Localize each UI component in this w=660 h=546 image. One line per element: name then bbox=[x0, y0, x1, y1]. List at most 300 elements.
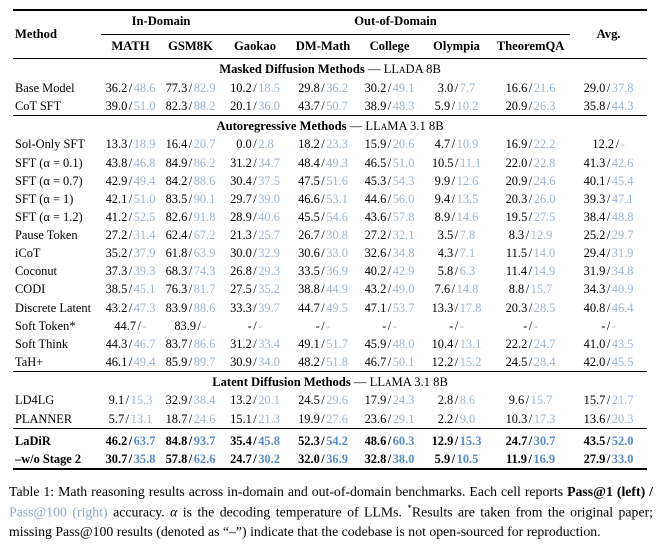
value-separator: / bbox=[528, 451, 532, 466]
score-cell bbox=[160, 280, 221, 298]
pass100-value: 46.8 bbox=[133, 155, 156, 170]
value-separator: / bbox=[454, 80, 459, 95]
pass100-value: 15.7 bbox=[530, 393, 553, 408]
score-cell bbox=[289, 450, 357, 469]
method-cell: Soft Token* bbox=[15, 318, 76, 333]
pass1-value: 9.6 bbox=[508, 393, 525, 408]
pass1-value: 44.7 bbox=[114, 318, 137, 333]
score-cell bbox=[491, 353, 570, 372]
pass1-value: 20.9 bbox=[505, 98, 528, 113]
pass1-value: 22.2 bbox=[505, 336, 528, 351]
value-separator: / bbox=[451, 451, 456, 466]
pass1-value: 13.2 bbox=[230, 393, 252, 408]
pass100-value: 32.1 bbox=[392, 228, 415, 243]
score-cell bbox=[101, 410, 160, 429]
pass1-value: 13.3 bbox=[105, 137, 128, 152]
table-row bbox=[13, 280, 647, 298]
pass100-value: 51.0 bbox=[392, 155, 415, 170]
score-cell bbox=[357, 299, 422, 317]
score-cell bbox=[570, 226, 647, 244]
pass1-value: 16.4 bbox=[165, 137, 188, 152]
pass1-value: 32.8 bbox=[364, 451, 387, 466]
score-cell bbox=[570, 135, 647, 153]
pass1-value: 20.3 bbox=[505, 191, 528, 206]
pass1-value: 26.7 bbox=[298, 228, 320, 243]
score-cell bbox=[221, 208, 289, 226]
method-cell: LD4LG bbox=[15, 393, 55, 408]
pass100-value: 15.3 bbox=[459, 433, 482, 448]
pass100-value: 24.7 bbox=[533, 336, 556, 351]
pass1-value: 9.9 bbox=[434, 173, 451, 188]
score-cell bbox=[221, 97, 289, 116]
value-separator: / bbox=[128, 228, 133, 243]
value-separator: / bbox=[451, 191, 456, 206]
pass100-value: 90.1 bbox=[193, 191, 216, 206]
pass100-value: 51.6 bbox=[326, 173, 348, 188]
score-cell bbox=[101, 190, 160, 208]
pass1-value: 41.2 bbox=[105, 209, 128, 224]
pass1-value: 34.3 bbox=[583, 282, 606, 297]
pass100-value: 21.7 bbox=[611, 393, 634, 408]
value-separator: / bbox=[321, 246, 325, 261]
pass1-value: 68.3 bbox=[165, 264, 188, 279]
pass1-value: 48.2 bbox=[298, 354, 320, 369]
score-cell bbox=[570, 280, 647, 298]
pass1-value: - bbox=[601, 318, 606, 333]
score-cell bbox=[101, 97, 160, 116]
score-cell bbox=[491, 244, 570, 262]
pass100-value: 52.5 bbox=[133, 209, 156, 224]
col-header-dm-math: DM-Math bbox=[289, 34, 357, 59]
score-cell bbox=[570, 391, 647, 409]
alpha-symbol: α bbox=[170, 504, 178, 520]
value-separator: / bbox=[128, 433, 133, 448]
value-separator: / bbox=[321, 137, 325, 152]
value-separator: / bbox=[253, 228, 257, 243]
score-cell bbox=[289, 299, 357, 317]
score-cell bbox=[221, 226, 289, 244]
pass100-value: 14.0 bbox=[533, 246, 556, 261]
pass100-value: 10.5 bbox=[456, 451, 479, 466]
pass100-value: 24.3 bbox=[392, 393, 415, 408]
score-cell bbox=[101, 262, 160, 280]
value-separator: / bbox=[321, 354, 325, 369]
pass1-value: 9.1 bbox=[108, 393, 125, 408]
value-separator: / bbox=[387, 393, 392, 408]
score-cell bbox=[357, 172, 422, 190]
pass1-value: 38.9 bbox=[364, 98, 387, 113]
col-header-gsm8k: GSM8K bbox=[160, 34, 221, 59]
pass1-value: 32.6 bbox=[364, 246, 387, 261]
value-separator: / bbox=[606, 282, 611, 297]
score-cell bbox=[570, 190, 647, 208]
pass100-value: 24.6 bbox=[533, 173, 556, 188]
score-cell bbox=[221, 280, 289, 298]
score-cell bbox=[160, 154, 221, 172]
value-separator: / bbox=[321, 318, 325, 333]
score-cell bbox=[422, 79, 491, 97]
method-cell: TaH+ bbox=[15, 354, 44, 369]
value-separator: / bbox=[606, 209, 611, 224]
pass100-value: 21.3 bbox=[258, 411, 280, 426]
pass1-value: 42.9 bbox=[105, 173, 128, 188]
pass100-value: 31.4 bbox=[133, 228, 156, 243]
pass100-value: 13.5 bbox=[456, 191, 479, 206]
value-separator: / bbox=[387, 411, 392, 426]
value-separator: / bbox=[253, 264, 257, 279]
value-separator: / bbox=[387, 300, 392, 315]
method-cell: Sol-Only SFT bbox=[15, 137, 85, 152]
score-cell bbox=[491, 208, 570, 226]
pass100-value: 60.3 bbox=[392, 433, 415, 448]
score-cell bbox=[221, 335, 289, 353]
score-cell bbox=[570, 154, 647, 172]
pass1-value: 12.2 bbox=[592, 137, 615, 152]
score-cell bbox=[160, 172, 221, 190]
score-cell bbox=[289, 280, 357, 298]
score-cell bbox=[491, 135, 570, 153]
value-separator: / bbox=[321, 282, 325, 297]
pass1-value: 10.4 bbox=[431, 336, 454, 351]
pass100-value: 30.2 bbox=[258, 451, 280, 466]
value-separator: / bbox=[253, 209, 257, 224]
pass100-value: 28.4 bbox=[533, 354, 556, 369]
pass100-value: 33.0 bbox=[611, 451, 634, 466]
pass100-value: - bbox=[202, 318, 207, 333]
pass100-value: 82.9 bbox=[193, 80, 216, 95]
pass1-value: - bbox=[523, 318, 528, 333]
pass100-value: 14.6 bbox=[456, 209, 479, 224]
score-cell bbox=[160, 97, 221, 116]
pass1-value: 21.3 bbox=[230, 228, 252, 243]
pass100-value: 86.6 bbox=[193, 336, 216, 351]
pass1-value: 27.5 bbox=[230, 282, 252, 297]
pass100-value: 40.9 bbox=[611, 282, 634, 297]
table-row bbox=[13, 391, 647, 409]
pass1-value: 84.2 bbox=[165, 173, 188, 188]
score-cell bbox=[422, 353, 491, 372]
pass1-value: 31.9 bbox=[583, 264, 606, 279]
pass1-value: 39.3 bbox=[583, 191, 606, 206]
value-separator: / bbox=[253, 393, 257, 408]
pass1-value: 15.9 bbox=[364, 137, 387, 152]
col-header-olympia: Olympia bbox=[422, 34, 491, 59]
pass1-value: 49.1 bbox=[298, 336, 320, 351]
value-separator: / bbox=[128, 264, 133, 279]
pass100-value: 27.5 bbox=[533, 209, 556, 224]
pass100-value: 10.9 bbox=[456, 137, 479, 152]
col-header-gaokao: Gaokao bbox=[221, 34, 289, 59]
table-row bbox=[13, 135, 647, 153]
score-cell bbox=[357, 190, 422, 208]
pass100-value: 88.2 bbox=[193, 98, 216, 113]
value-separator: / bbox=[128, 282, 133, 297]
pass1-value: 29.8 bbox=[298, 80, 320, 95]
pass1-value: 26.8 bbox=[230, 264, 252, 279]
pass100-value: 50.7 bbox=[326, 98, 348, 113]
value-separator: / bbox=[454, 393, 459, 408]
score-cell bbox=[221, 450, 289, 469]
pass100-value: 93.7 bbox=[193, 433, 216, 448]
pass1-value: 48.6 bbox=[364, 433, 387, 448]
score-cell bbox=[160, 299, 221, 317]
table-row bbox=[13, 317, 647, 335]
pass1-value: 35.4 bbox=[230, 433, 252, 448]
value-separator: / bbox=[454, 354, 459, 369]
pass100-value: 14.9 bbox=[533, 264, 556, 279]
table-row bbox=[13, 208, 647, 226]
value-separator: / bbox=[128, 80, 133, 95]
score-cell bbox=[101, 135, 160, 153]
col-header-math: MATH bbox=[101, 34, 160, 59]
caption-text: is the decoding temperature of LLMs. bbox=[177, 504, 408, 520]
method-cell: LaDiR bbox=[13, 428, 101, 450]
score-cell bbox=[160, 335, 221, 353]
pass1-value: 43.7 bbox=[298, 98, 320, 113]
value-separator: / bbox=[125, 393, 130, 408]
pass100-value: 48.3 bbox=[392, 98, 415, 113]
method-cell: Coconut bbox=[15, 264, 57, 279]
pass1-value: 42.0 bbox=[583, 354, 606, 369]
table-row bbox=[13, 353, 647, 372]
score-cell bbox=[422, 299, 491, 317]
pass100-value: 36.0 bbox=[258, 98, 280, 113]
section-header-row bbox=[13, 372, 647, 392]
pass1-value: 18.2 bbox=[298, 137, 320, 152]
method-cell: –w/o Stage 2 bbox=[15, 451, 82, 466]
pass1-value: 9.4 bbox=[434, 191, 451, 206]
pass100-value: 54.2 bbox=[326, 433, 348, 448]
method-cell: PLANNER bbox=[15, 411, 73, 426]
pass1-label: Pass@1 (left) bbox=[567, 483, 646, 499]
value-separator: / bbox=[321, 411, 325, 426]
pass100-value: 17.8 bbox=[459, 300, 482, 315]
value-separator: / bbox=[128, 336, 133, 351]
pass1-value: 24.7 bbox=[505, 433, 528, 448]
value-separator: / bbox=[321, 191, 325, 206]
pass100-value: 33.0 bbox=[326, 246, 348, 261]
value-separator: / bbox=[321, 80, 325, 95]
value-separator: / bbox=[128, 246, 133, 261]
value-separator: / bbox=[454, 336, 459, 351]
value-separator: / bbox=[451, 137, 456, 152]
pass1-value: 35.8 bbox=[583, 98, 606, 113]
score-cell bbox=[221, 262, 289, 280]
value-separator: / bbox=[528, 137, 533, 152]
score-cell bbox=[221, 299, 289, 317]
section-title: Autoregressive Methods — LLaMA 3.1 8B bbox=[13, 116, 647, 136]
score-cell bbox=[570, 353, 647, 372]
value-separator: / bbox=[387, 246, 392, 261]
table-row bbox=[13, 172, 647, 190]
pass1-value: 25.2 bbox=[583, 228, 606, 243]
pass100-value: 37.5 bbox=[258, 173, 280, 188]
pass1-value: 27.2 bbox=[364, 228, 387, 243]
pass1-value: 29.7 bbox=[230, 191, 252, 206]
value-separator: / bbox=[387, 354, 392, 369]
method-cell: CoT SFT bbox=[15, 98, 62, 113]
section-title: Latent Diffusion Methods — LLaMA 3.1 8B bbox=[13, 372, 647, 392]
value-separator: / bbox=[188, 354, 193, 369]
table-row bbox=[13, 244, 647, 262]
pass1-value: - bbox=[382, 318, 387, 333]
score-cell bbox=[101, 353, 160, 372]
method-cell: CODI bbox=[15, 282, 46, 297]
pass1-value: 10.5 bbox=[431, 155, 454, 170]
value-separator: / bbox=[321, 173, 325, 188]
pass1-value: 82.3 bbox=[165, 98, 188, 113]
pass100-value: 29.7 bbox=[611, 228, 634, 243]
pass100-value: 63.7 bbox=[133, 433, 156, 448]
pass1-value: 85.9 bbox=[165, 354, 188, 369]
pass1-value: 39.0 bbox=[105, 98, 128, 113]
pass1-value: 10.2 bbox=[230, 80, 252, 95]
pass100-value: 62.6 bbox=[193, 451, 216, 466]
value-separator: / bbox=[528, 336, 533, 351]
pass100-value: 44.3 bbox=[611, 98, 634, 113]
value-separator: / bbox=[188, 191, 193, 206]
pass100-value: 32.9 bbox=[258, 246, 280, 261]
value-separator: / bbox=[188, 300, 193, 315]
score-cell bbox=[289, 172, 357, 190]
value-separator: / bbox=[387, 433, 392, 448]
value-separator: / bbox=[528, 246, 533, 261]
value-separator: / bbox=[451, 173, 456, 188]
score-cell bbox=[101, 172, 160, 190]
value-separator: / bbox=[606, 354, 611, 369]
pass100-value: 30.8 bbox=[326, 228, 348, 243]
pass1-value: 17.9 bbox=[364, 393, 387, 408]
pass100-value: 36.9 bbox=[326, 264, 348, 279]
pass1-value: 15.1 bbox=[230, 411, 252, 426]
pass100-value: 53.7 bbox=[392, 300, 415, 315]
score-cell bbox=[221, 190, 289, 208]
score-cell bbox=[160, 450, 221, 469]
pass1-value: 43.2 bbox=[105, 300, 128, 315]
score-cell bbox=[160, 226, 221, 244]
pass1-value: 40.8 bbox=[583, 300, 606, 315]
pass100-value: 45.8 bbox=[258, 433, 280, 448]
score-cell bbox=[570, 208, 647, 226]
pass1-value: - bbox=[247, 318, 252, 333]
caption-text: Table 1: Math reasoning results across in-domain and out-of-domain benchmarks. Each cell reports bbox=[9, 483, 568, 499]
pass1-value: 35.2 bbox=[105, 246, 128, 261]
pass100-value: 33.4 bbox=[258, 336, 280, 351]
value-separator: / bbox=[188, 80, 193, 95]
pass1-value: 33.5 bbox=[298, 264, 320, 279]
pass100-value: 89.7 bbox=[193, 354, 216, 369]
pass100-value: 15.7 bbox=[530, 282, 553, 297]
pass1-value: 83.7 bbox=[165, 336, 188, 351]
value-separator: / bbox=[188, 451, 193, 466]
pass100-value: 40.6 bbox=[258, 209, 280, 224]
pass100-value: 18.9 bbox=[133, 137, 156, 152]
value-separator: / bbox=[188, 411, 193, 426]
value-separator: / bbox=[454, 264, 459, 279]
pass100-value: 46.4 bbox=[611, 300, 634, 315]
pass1-value: 28.9 bbox=[230, 209, 252, 224]
score-cell bbox=[491, 317, 570, 335]
pass100-value: 57.8 bbox=[392, 209, 415, 224]
value-separator: / bbox=[321, 300, 325, 315]
col-header-avg: Avg. bbox=[570, 10, 647, 59]
value-separator: / bbox=[387, 98, 392, 113]
value-separator: / bbox=[454, 300, 459, 315]
pass100-value: 23.3 bbox=[326, 137, 348, 152]
value-separator: / bbox=[253, 191, 257, 206]
value-separator: / bbox=[321, 98, 325, 113]
value-separator: / bbox=[528, 209, 533, 224]
pass100-value: 29.6 bbox=[326, 393, 348, 408]
value-separator: / bbox=[606, 336, 611, 351]
method-cell: SFT (α = 1) bbox=[15, 191, 74, 206]
score-cell bbox=[289, 244, 357, 262]
pass100-value: 34.8 bbox=[392, 246, 415, 261]
value-separator: / bbox=[387, 209, 392, 224]
value-separator: / bbox=[387, 264, 392, 279]
col-header-method: Method bbox=[13, 10, 101, 59]
score-cell bbox=[221, 135, 289, 153]
score-cell bbox=[570, 317, 647, 335]
pass1-value: 46.2 bbox=[105, 433, 128, 448]
value-separator: / bbox=[253, 411, 257, 426]
score-cell bbox=[160, 208, 221, 226]
pass100-value: 13.1 bbox=[130, 411, 153, 426]
pass1-value: 15.7 bbox=[583, 393, 606, 408]
pass100-value: 46.7 bbox=[133, 336, 156, 351]
pass100-value: 34.0 bbox=[258, 354, 280, 369]
score-cell bbox=[357, 97, 422, 116]
pass1-value: 24.7 bbox=[230, 451, 252, 466]
table-row bbox=[13, 335, 647, 353]
value-separator: / bbox=[387, 155, 392, 170]
score-cell bbox=[422, 280, 491, 298]
value-separator: / bbox=[454, 433, 459, 448]
score-cell bbox=[289, 391, 357, 409]
score-cell bbox=[289, 317, 357, 335]
value-separator: / bbox=[606, 228, 611, 243]
pass100-value: 28.5 bbox=[533, 300, 556, 315]
pass1-value: 52.3 bbox=[298, 433, 320, 448]
pass1-value: 30.4 bbox=[230, 173, 252, 188]
pass100-value: 48.6 bbox=[133, 80, 156, 95]
score-cell bbox=[422, 97, 491, 116]
pass100-value: 47.3 bbox=[133, 300, 156, 315]
pass100-value: 44.9 bbox=[326, 282, 348, 297]
value-separator: / bbox=[528, 191, 533, 206]
score-cell bbox=[491, 79, 570, 97]
value-separator: / bbox=[128, 209, 133, 224]
pass100-value: 26.0 bbox=[533, 191, 556, 206]
pass100-value: 27.6 bbox=[326, 411, 348, 426]
score-cell bbox=[491, 428, 570, 450]
value-separator: / bbox=[606, 451, 611, 466]
pass100-value: 38.4 bbox=[193, 393, 216, 408]
value-separator: / bbox=[253, 318, 257, 333]
pass1-value: 61.8 bbox=[165, 246, 188, 261]
value-separator: / bbox=[606, 264, 611, 279]
score-cell bbox=[160, 135, 221, 153]
value-separator: / bbox=[188, 98, 193, 113]
pass1-value: 30.7 bbox=[105, 451, 128, 466]
score-cell bbox=[221, 244, 289, 262]
pass1-value: 47.5 bbox=[298, 173, 320, 188]
pass100-value: 11.1 bbox=[459, 155, 482, 170]
value-separator: / bbox=[128, 155, 133, 170]
score-cell bbox=[491, 391, 570, 409]
value-separator: / bbox=[321, 264, 325, 279]
value-separator: / bbox=[528, 80, 533, 95]
